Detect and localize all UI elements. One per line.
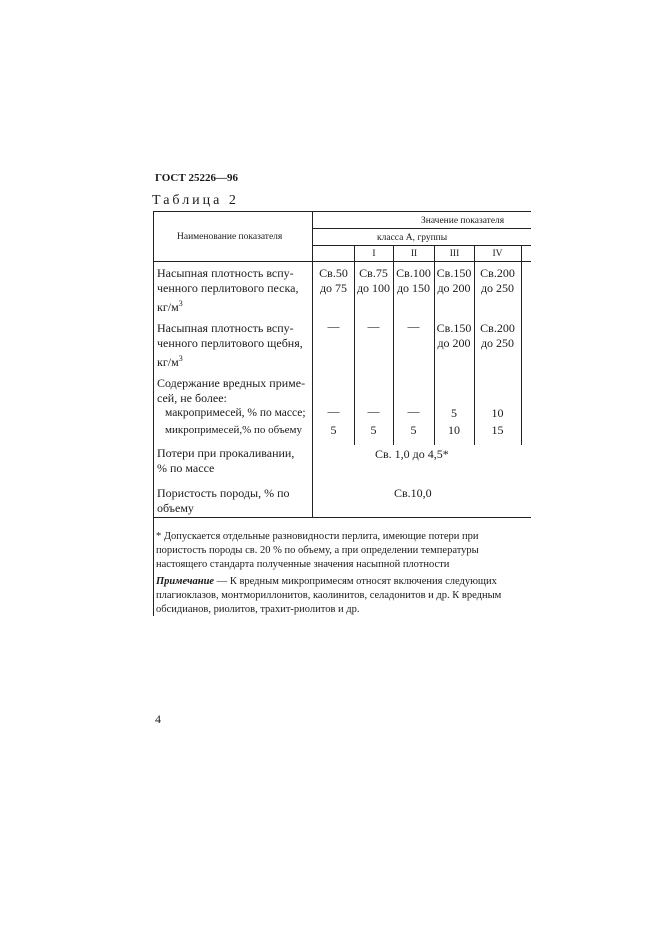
group-ii: II <box>410 249 418 259</box>
row-porosity-name-line-1: Пористость породы, % по <box>157 486 290 500</box>
cell-micro-col3: 10 <box>448 423 460 437</box>
cell-porosity-value: Св.10,0 <box>394 486 432 500</box>
cell-micro-col2: 5 <box>410 423 417 437</box>
row-gravel-name-line-1: Насыпная плотность вспу- <box>157 321 294 335</box>
cell-macro-col4: 10 <box>491 406 504 420</box>
cell-ignition-value: Св. 1,0 до 4,5* <box>375 447 449 461</box>
header-value-column: Значение показателя <box>421 216 505 226</box>
row-gravel-name-line-3: $кг/м^3$ <box>157 354 183 369</box>
header-class-groups: класса А, группы <box>377 233 448 243</box>
group-iv: IV <box>492 249 503 259</box>
table-left-border <box>153 211 154 616</box>
footnote-line-1: * Допускается отдельные разновидности перлита, имеющие потери при <box>156 531 479 542</box>
cell-micro-col0: 5 <box>330 423 337 437</box>
cell-micro-col4: 15 <box>491 423 504 437</box>
row-ignition-name-line-1: Потери при прокаливании, <box>157 446 295 460</box>
row-sand-name-line-2: ченного перлитового песка, <box>157 281 299 295</box>
footnote-line-3: настоящего стандарта полученные значения насыпной плотности <box>156 559 450 570</box>
row-micro-label: микропримесей,% по объему <box>165 424 303 436</box>
cell-gravel-col1: — <box>367 319 380 333</box>
cell-sand-col3: Св.150 до 200 <box>436 266 472 295</box>
cell-sand-col4: Св.200 до 250 <box>480 266 515 295</box>
row-macro-label: макропримесей, % по массе; <box>165 407 306 419</box>
table-bottom-border <box>153 517 531 518</box>
header-name-column: Наименование показателя <box>177 232 283 242</box>
table-top-border <box>153 211 531 212</box>
note-label: Примечание <box>156 576 215 587</box>
cell-macro-col2: — <box>407 404 420 418</box>
name-column-divider <box>312 211 313 517</box>
footnote-line-2: пористость породы св. 20 % по объему, а при определении температуры <box>156 545 479 556</box>
cell-gravel-col4: Св.200 до 250 <box>480 321 515 350</box>
row-impurities-name-line-2: сей, не более: <box>157 391 227 405</box>
note-line-2: плагиоклазов, монтмориллонитов, каолинитов, селадонитов и др. К вредным <box>156 590 502 601</box>
row-impurities-name-line-1: Содержание вредных приме- <box>157 376 306 390</box>
cell-micro-col1: 5 <box>370 423 377 437</box>
cell-macro-col3: 5 <box>451 406 457 420</box>
group-iii: III <box>449 249 460 259</box>
row-porosity-name-line-2: объему <box>157 501 194 515</box>
row-ignition-name-line-2: % по массе <box>157 461 215 475</box>
cell-macro-col1: — <box>367 404 380 418</box>
note-line-3: обсидианов, риолитов, трахит-риолитов и др. <box>156 604 360 615</box>
cell-sand-col1: Св.75 до 100 <box>356 266 391 295</box>
row-sand-name-line-1: Насыпная плотность вспу- <box>157 266 294 280</box>
group-i: I <box>372 249 376 259</box>
row-gravel-name-line-2: ченного перлитового щебня, <box>157 336 303 350</box>
row-sand-name-line-3: $кг/м^3$ <box>157 299 183 314</box>
note-line-1: Примечание — К вредным микропримесям относят включения следующих <box>156 576 497 587</box>
cell-gravel-col0: — <box>327 319 340 333</box>
cell-sand-col0: Св.50 до 75 <box>319 266 348 295</box>
cell-gravel-col3: Св.150 до 200 <box>436 321 472 350</box>
cell-gravel-col2: — <box>407 319 420 333</box>
document-code: ГОСТ 25226—96 <box>155 172 238 184</box>
cell-sand-col2: Св.100 до 150 <box>396 266 431 295</box>
data-table <box>153 211 531 616</box>
page-number: 4 <box>155 712 161 726</box>
cell-macro-col0: — <box>327 404 340 418</box>
col-divider-5 <box>521 245 522 445</box>
table-title: Таблица 2 <box>152 193 239 208</box>
